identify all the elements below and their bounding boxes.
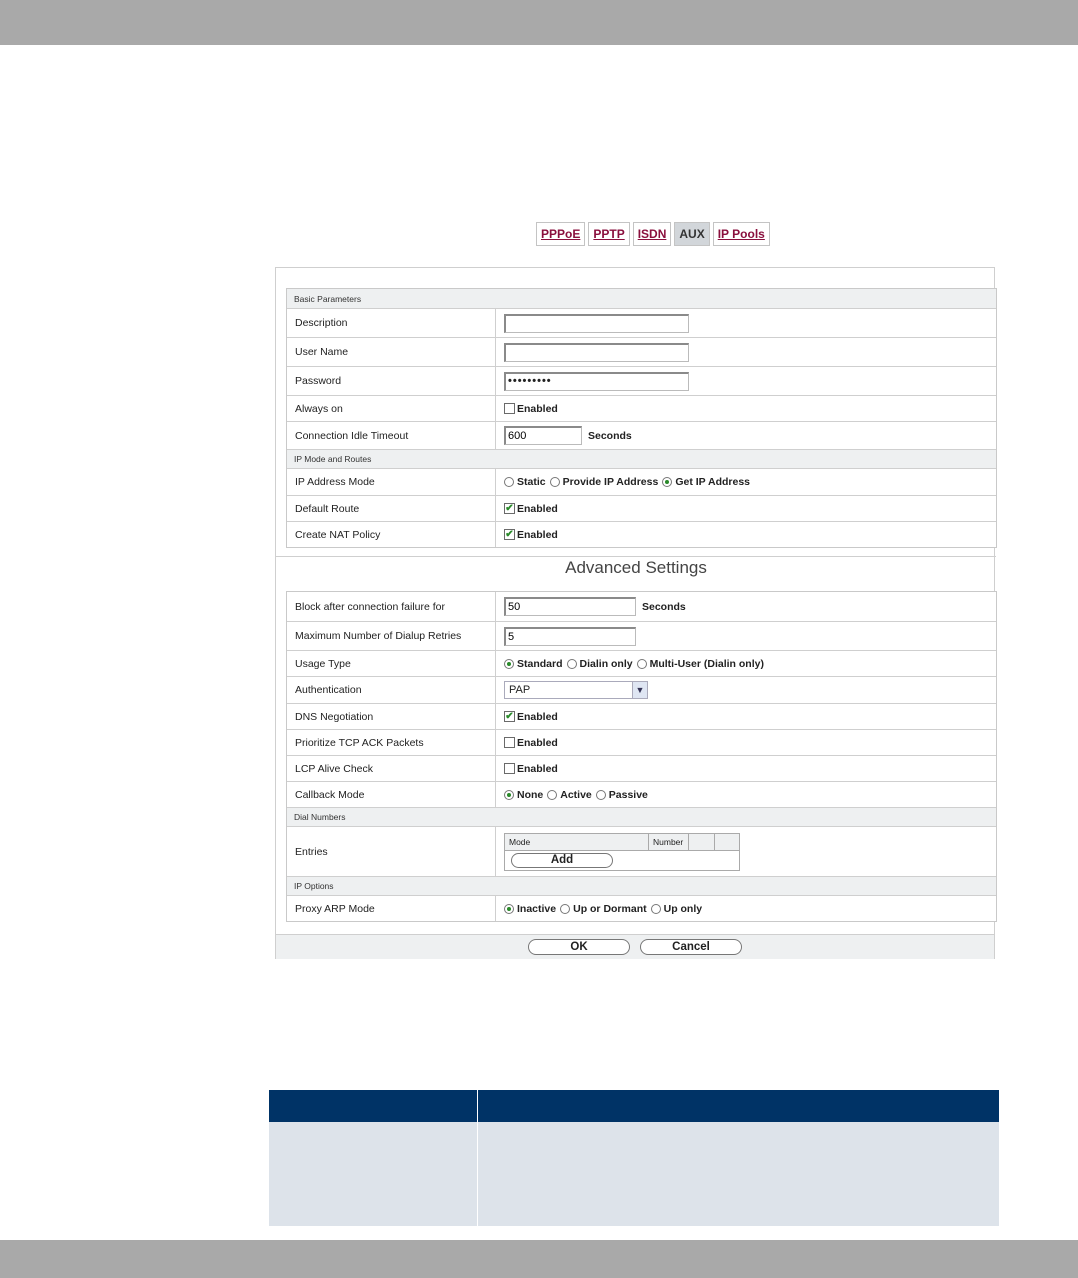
nat-policy-label: Create NAT Policy xyxy=(287,522,496,547)
radio-up-or-dormant-circle[interactable] xyxy=(560,904,570,914)
lcp-alive-checkbox[interactable] xyxy=(504,763,515,774)
block-input[interactable] xyxy=(504,597,636,616)
row-nat-policy xyxy=(287,521,996,547)
section-dial-numbers: Dial Numbers xyxy=(287,807,996,826)
radio-multi-user-circle[interactable] xyxy=(637,659,647,669)
tcp-ack-option: Enabled xyxy=(517,736,558,749)
radio-callback-passive-circle[interactable] xyxy=(596,790,606,800)
chevron-down-icon[interactable]: ▼ xyxy=(632,682,647,698)
row-description xyxy=(287,308,996,337)
radio-provide-ip[interactable] xyxy=(550,476,659,488)
ok-button[interactable]: OK xyxy=(528,939,630,955)
description-table-row xyxy=(269,1122,999,1226)
description-cell-field xyxy=(269,1122,478,1226)
usage-type-label: Usage Type xyxy=(287,651,496,676)
dial-numbers-header xyxy=(505,834,739,851)
retries-label: Maximum Number of Dialup Retries xyxy=(287,622,496,650)
advanced-divider xyxy=(276,556,996,557)
row-username xyxy=(287,337,996,366)
row-ip-address-mode xyxy=(287,468,996,495)
row-idle-timeout xyxy=(287,421,996,449)
section-ip-options: IP Options xyxy=(287,876,996,895)
basic-group xyxy=(286,288,997,548)
dial-numbers-table xyxy=(504,833,740,871)
entries-label: Entries xyxy=(287,827,496,876)
radio-get-ip-label: Get IP Address xyxy=(675,476,751,488)
idle-timeout-unit: Seconds xyxy=(588,429,632,442)
radio-get-ip-circle[interactable] xyxy=(662,477,672,487)
radio-callback-none-label: None xyxy=(517,788,544,801)
callback-mode-label: Callback Mode xyxy=(287,782,496,807)
bottom-bar xyxy=(0,1240,1078,1278)
authentication-value: PAP xyxy=(509,684,531,696)
radio-callback-active-label: Active xyxy=(560,788,592,801)
radio-up-only[interactable] xyxy=(651,903,703,915)
description-header-meaning xyxy=(478,1090,999,1122)
col-mode: Mode xyxy=(505,834,649,850)
radio-callback-none[interactable] xyxy=(504,789,543,801)
radio-up-only-label: Up only xyxy=(663,902,703,915)
row-tcp-ack xyxy=(287,729,996,755)
tab-ip-pools[interactable]: IP Pools xyxy=(713,222,770,246)
col-number: Number xyxy=(649,834,689,850)
always-on-checkbox[interactable] xyxy=(504,403,515,414)
dns-checkbox[interactable]: ✔ xyxy=(505,710,514,722)
description-header-field xyxy=(269,1090,478,1122)
radio-get-ip[interactable] xyxy=(662,476,750,488)
nat-policy-option: Enabled xyxy=(517,528,558,541)
always-on-label: Always on xyxy=(287,396,496,421)
radio-multi-user[interactable] xyxy=(637,658,764,670)
row-entries xyxy=(287,826,996,876)
radio-callback-active[interactable] xyxy=(547,789,592,801)
tcp-ack-checkbox[interactable] xyxy=(504,737,515,748)
col-delete xyxy=(715,834,739,850)
radio-multi-user-label: Multi-User (Dialin only) xyxy=(649,657,764,670)
radio-standard[interactable] xyxy=(504,658,563,670)
row-dialup-retries xyxy=(287,621,996,650)
radio-dialin-only[interactable] xyxy=(567,658,633,670)
ip-address-mode-label: IP Address Mode xyxy=(287,469,496,495)
idle-timeout-input[interactable] xyxy=(504,426,582,445)
default-route-label: Default Route xyxy=(287,496,496,521)
dns-option: Enabled xyxy=(517,710,558,723)
dial-numbers-footer xyxy=(505,851,739,870)
radio-callback-none-circle[interactable] xyxy=(504,790,514,800)
dns-label: DNS Negotiation xyxy=(287,704,496,729)
radio-callback-passive[interactable] xyxy=(596,789,648,801)
advanced-group xyxy=(286,591,997,922)
cancel-button[interactable]: Cancel xyxy=(640,939,742,955)
username-label: User Name xyxy=(287,338,496,366)
tab-bar xyxy=(536,222,770,246)
authentication-label: Authentication xyxy=(287,677,496,703)
block-label: Block after connection failure for xyxy=(287,592,496,621)
tab-pptp[interactable]: PPTP xyxy=(588,222,629,246)
section-ip-mode: IP Mode and Routes xyxy=(287,449,996,468)
config-panel xyxy=(275,267,995,959)
row-callback-mode xyxy=(287,781,996,807)
row-password xyxy=(287,366,996,395)
radio-callback-active-circle[interactable] xyxy=(547,790,557,800)
proxy-arp-label: Proxy ARP Mode xyxy=(287,896,496,921)
row-lcp-alive xyxy=(287,755,996,781)
password-label: Password xyxy=(287,367,496,395)
description-cell-meaning xyxy=(478,1122,999,1226)
advanced-settings-title: Advanced Settings xyxy=(565,558,707,577)
description-label: Description xyxy=(287,309,496,337)
description-input[interactable] xyxy=(504,314,689,333)
radio-inactive-label: Inactive xyxy=(517,902,557,915)
radio-dialin-only-circle[interactable] xyxy=(567,659,577,669)
radio-dialin-only-label: Dialin only xyxy=(579,657,633,670)
radio-up-or-dormant[interactable] xyxy=(560,903,647,915)
radio-provide-ip-circle[interactable] xyxy=(550,477,560,487)
section-basic-parameters: Basic Parameters xyxy=(287,289,996,308)
nat-policy-checkbox[interactable]: ✔ xyxy=(505,528,514,540)
row-proxy-arp xyxy=(287,895,996,921)
radio-up-or-dormant-label: Up or Dormant xyxy=(573,902,647,915)
radio-standard-circle[interactable] xyxy=(504,659,514,669)
row-usage-type xyxy=(287,650,996,676)
lcp-alive-option: Enabled xyxy=(517,762,558,775)
row-dns-negotiation xyxy=(287,703,996,729)
row-always-on xyxy=(287,395,996,421)
description-table xyxy=(269,1090,999,1226)
radio-standard-label: Standard xyxy=(517,657,563,670)
tab-pppoe[interactable]: PPPoE xyxy=(536,222,585,246)
top-bar xyxy=(0,0,1078,45)
row-authentication xyxy=(287,676,996,703)
retries-input[interactable] xyxy=(504,627,636,646)
row-default-route xyxy=(287,495,996,521)
tab-aux[interactable]: AUX xyxy=(674,222,709,246)
radio-callback-passive-label: Passive xyxy=(608,788,648,801)
radio-provide-ip-label: Provide IP Address xyxy=(562,476,659,488)
radio-inactive[interactable] xyxy=(504,903,556,915)
default-route-checkbox[interactable]: ✔ xyxy=(505,502,514,514)
username-input[interactable] xyxy=(504,343,689,362)
always-on-option: Enabled xyxy=(517,402,558,415)
col-edit xyxy=(689,834,715,850)
button-bar xyxy=(276,934,994,959)
radio-up-only-circle[interactable] xyxy=(651,904,661,914)
tcp-ack-label: Prioritize TCP ACK Packets xyxy=(287,730,496,755)
authentication-select[interactable] xyxy=(504,681,648,699)
default-route-option: Enabled xyxy=(517,502,558,515)
radio-static-circle[interactable] xyxy=(504,477,514,487)
block-unit: Seconds xyxy=(642,600,686,613)
tab-isdn[interactable]: ISDN xyxy=(633,222,672,246)
add-button[interactable]: Add xyxy=(511,853,613,868)
radio-static[interactable] xyxy=(504,476,546,488)
radio-static-label: Static xyxy=(517,476,546,488)
lcp-alive-label: LCP Alive Check xyxy=(287,756,496,781)
radio-inactive-circle[interactable] xyxy=(504,904,514,914)
description-table-header xyxy=(269,1090,999,1122)
row-block-after-failure xyxy=(287,592,996,621)
idle-timeout-label: Connection Idle Timeout xyxy=(287,422,496,449)
password-input[interactable]: ••••••••• xyxy=(504,372,689,391)
